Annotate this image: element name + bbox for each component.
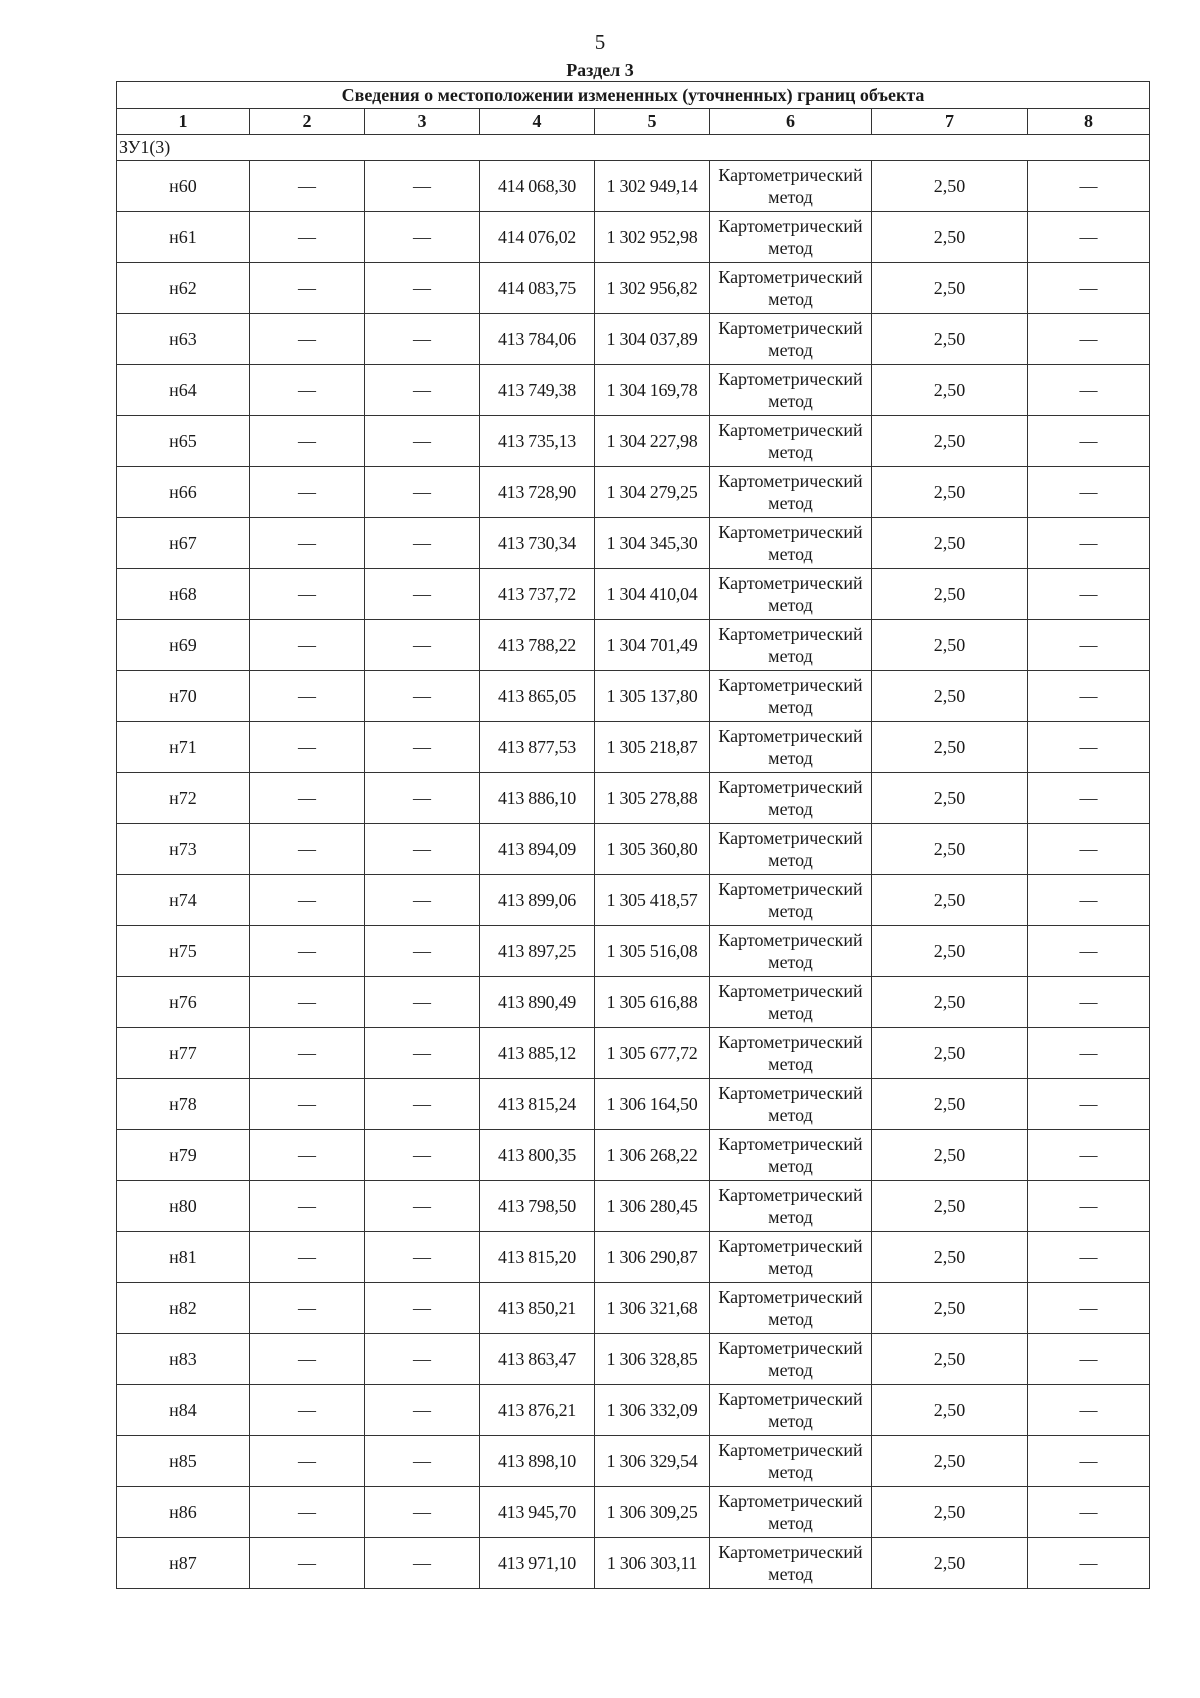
table-row <box>117 824 1150 875</box>
description-cell: — <box>1028 416 1150 467</box>
old-x-cell: — <box>250 1436 365 1487</box>
column-number-row <box>117 109 1150 135</box>
method-cell: Картометрический метод <box>710 467 872 518</box>
method-cell: Картометрический метод <box>710 1130 872 1181</box>
accuracy-cell: 2,50 <box>872 1334 1028 1385</box>
accuracy-cell: 2,50 <box>872 1028 1028 1079</box>
point-number-cell: н66 <box>117 467 250 518</box>
y-coordinate-cell: 1 306 164,50 <box>595 1079 710 1130</box>
table-row <box>117 1232 1150 1283</box>
accuracy-cell: 2,50 <box>872 416 1028 467</box>
point-number-cell: н71 <box>117 722 250 773</box>
method-cell: Картометрический метод <box>710 161 872 212</box>
method-cell: Картометрический метод <box>710 1079 872 1130</box>
old-y-cell: — <box>365 722 480 773</box>
point-number-cell: н81 <box>117 1232 250 1283</box>
method-cell: Картометрический метод <box>710 875 872 926</box>
old-x-cell: — <box>250 1538 365 1589</box>
group-label: ЗУ1(3) <box>117 135 1150 161</box>
accuracy-cell: 2,50 <box>872 926 1028 977</box>
accuracy-cell: 2,50 <box>872 518 1028 569</box>
x-coordinate-cell: 413 898,10 <box>480 1436 595 1487</box>
method-cell: Картометрический метод <box>710 1334 872 1385</box>
y-coordinate-cell: 1 306 328,85 <box>595 1334 710 1385</box>
table-row <box>117 263 1150 314</box>
y-coordinate-cell: 1 306 321,68 <box>595 1283 710 1334</box>
description-cell: — <box>1028 1436 1150 1487</box>
y-coordinate-cell: 1 305 218,87 <box>595 722 710 773</box>
x-coordinate-cell: 413 863,47 <box>480 1334 595 1385</box>
y-coordinate-cell: 1 304 227,98 <box>595 416 710 467</box>
table-row <box>117 1181 1150 1232</box>
x-coordinate-cell: 414 076,02 <box>480 212 595 263</box>
method-cell: Картометрический метод <box>710 1028 872 1079</box>
old-x-cell: — <box>250 1130 365 1181</box>
old-y-cell: — <box>365 212 480 263</box>
y-coordinate-cell: 1 304 169,78 <box>595 365 710 416</box>
point-number-cell: н86 <box>117 1487 250 1538</box>
old-y-cell: — <box>365 977 480 1028</box>
description-cell: — <box>1028 314 1150 365</box>
old-y-cell: — <box>365 1283 480 1334</box>
old-x-cell: — <box>250 365 365 416</box>
x-coordinate-cell: 413 737,72 <box>480 569 595 620</box>
description-cell: — <box>1028 1385 1150 1436</box>
accuracy-cell: 2,50 <box>872 875 1028 926</box>
x-coordinate-cell: 413 886,10 <box>480 773 595 824</box>
point-number-cell: н67 <box>117 518 250 569</box>
old-x-cell: — <box>250 314 365 365</box>
method-cell: Картометрический метод <box>710 1181 872 1232</box>
old-x-cell: — <box>250 569 365 620</box>
accuracy-cell: 2,50 <box>872 977 1028 1028</box>
old-y-cell: — <box>365 620 480 671</box>
method-cell: Картометрический метод <box>710 569 872 620</box>
table-row <box>117 1283 1150 1334</box>
section-title: Раздел 3 <box>566 60 634 80</box>
description-cell: — <box>1028 1283 1150 1334</box>
description-cell: — <box>1028 1130 1150 1181</box>
method-cell: Картометрический метод <box>710 1283 872 1334</box>
old-x-cell: — <box>250 875 365 926</box>
point-number-cell: н63 <box>117 314 250 365</box>
old-y-cell: — <box>365 161 480 212</box>
old-y-cell: — <box>365 773 480 824</box>
point-number-cell: н64 <box>117 365 250 416</box>
y-coordinate-cell: 1 305 360,80 <box>595 824 710 875</box>
old-x-cell: — <box>250 1487 365 1538</box>
column-number: 3 <box>365 109 480 135</box>
method-cell: Картометрический метод <box>710 1436 872 1487</box>
old-x-cell: — <box>250 1334 365 1385</box>
method-cell: Картометрический метод <box>710 212 872 263</box>
description-cell: — <box>1028 926 1150 977</box>
point-number-cell: н65 <box>117 416 250 467</box>
accuracy-cell: 2,50 <box>872 467 1028 518</box>
x-coordinate-cell: 413 897,25 <box>480 926 595 977</box>
description-cell: — <box>1028 1487 1150 1538</box>
table-row <box>117 365 1150 416</box>
point-number-cell: н78 <box>117 1079 250 1130</box>
old-y-cell: — <box>365 1334 480 1385</box>
table-row <box>117 977 1150 1028</box>
column-number: 8 <box>1028 109 1150 135</box>
old-y-cell: — <box>365 1538 480 1589</box>
table-row <box>117 518 1150 569</box>
x-coordinate-cell: 413 728,90 <box>480 467 595 518</box>
y-coordinate-cell: 1 304 410,04 <box>595 569 710 620</box>
old-x-cell: — <box>250 416 365 467</box>
point-number-cell: н80 <box>117 1181 250 1232</box>
point-number-cell: н69 <box>117 620 250 671</box>
y-coordinate-cell: 1 306 280,45 <box>595 1181 710 1232</box>
column-number: 1 <box>117 109 250 135</box>
x-coordinate-cell: 413 800,35 <box>480 1130 595 1181</box>
x-coordinate-cell: 413 749,38 <box>480 365 595 416</box>
old-y-cell: — <box>365 671 480 722</box>
accuracy-cell: 2,50 <box>872 1283 1028 1334</box>
method-cell: Картометрический метод <box>710 314 872 365</box>
old-y-cell: — <box>365 416 480 467</box>
method-cell: Картометрический метод <box>710 773 872 824</box>
column-number: 6 <box>710 109 872 135</box>
table-row <box>117 1130 1150 1181</box>
accuracy-cell: 2,50 <box>872 161 1028 212</box>
old-y-cell: — <box>365 824 480 875</box>
x-coordinate-cell: 413 865,05 <box>480 671 595 722</box>
point-number-cell: н76 <box>117 977 250 1028</box>
method-cell: Картометрический метод <box>710 620 872 671</box>
accuracy-cell: 2,50 <box>872 1436 1028 1487</box>
point-number-cell: н83 <box>117 1334 250 1385</box>
description-cell: — <box>1028 467 1150 518</box>
table-row <box>117 212 1150 263</box>
method-cell: Картометрический метод <box>710 1538 872 1589</box>
old-x-cell: — <box>250 1283 365 1334</box>
table-row <box>117 1334 1150 1385</box>
table-body <box>117 82 1150 1589</box>
point-number-cell: н73 <box>117 824 250 875</box>
y-coordinate-cell: 1 305 677,72 <box>595 1028 710 1079</box>
point-number-cell: н74 <box>117 875 250 926</box>
old-y-cell: — <box>365 263 480 314</box>
old-x-cell: — <box>250 620 365 671</box>
old-y-cell: — <box>365 1436 480 1487</box>
description-cell: — <box>1028 620 1150 671</box>
accuracy-cell: 2,50 <box>872 620 1028 671</box>
description-cell: — <box>1028 161 1150 212</box>
y-coordinate-cell: 1 302 952,98 <box>595 212 710 263</box>
accuracy-cell: 2,50 <box>872 1385 1028 1436</box>
y-coordinate-cell: 1 305 516,08 <box>595 926 710 977</box>
old-x-cell: — <box>250 1079 365 1130</box>
old-y-cell: — <box>365 875 480 926</box>
old-y-cell: — <box>365 1028 480 1079</box>
y-coordinate-cell: 1 304 345,30 <box>595 518 710 569</box>
old-y-cell: — <box>365 314 480 365</box>
table-row <box>117 620 1150 671</box>
accuracy-cell: 2,50 <box>872 365 1028 416</box>
y-coordinate-cell: 1 306 268,22 <box>595 1130 710 1181</box>
accuracy-cell: 2,50 <box>872 314 1028 365</box>
x-coordinate-cell: 413 890,49 <box>480 977 595 1028</box>
old-x-cell: — <box>250 518 365 569</box>
accuracy-cell: 2,50 <box>872 1181 1028 1232</box>
old-x-cell: — <box>250 1181 365 1232</box>
description-cell: — <box>1028 722 1150 773</box>
point-number-cell: н75 <box>117 926 250 977</box>
table-row <box>117 314 1150 365</box>
y-coordinate-cell: 1 304 037,89 <box>595 314 710 365</box>
old-y-cell: — <box>365 1130 480 1181</box>
accuracy-cell: 2,50 <box>872 671 1028 722</box>
description-cell: — <box>1028 263 1150 314</box>
old-y-cell: — <box>365 1385 480 1436</box>
method-cell: Картометрический метод <box>710 926 872 977</box>
table-row <box>117 1028 1150 1079</box>
y-coordinate-cell: 1 305 137,80 <box>595 671 710 722</box>
y-coordinate-cell: 1 305 278,88 <box>595 773 710 824</box>
y-coordinate-cell: 1 305 616,88 <box>595 977 710 1028</box>
y-coordinate-cell: 1 306 303,11 <box>595 1538 710 1589</box>
table-row <box>117 467 1150 518</box>
method-cell: Картометрический метод <box>710 263 872 314</box>
y-coordinate-cell: 1 304 279,25 <box>595 467 710 518</box>
column-number: 5 <box>595 109 710 135</box>
x-coordinate-cell: 413 798,50 <box>480 1181 595 1232</box>
point-number-cell: н70 <box>117 671 250 722</box>
x-coordinate-cell: 413 899,06 <box>480 875 595 926</box>
x-coordinate-cell: 414 083,75 <box>480 263 595 314</box>
description-cell: — <box>1028 773 1150 824</box>
description-cell: — <box>1028 1181 1150 1232</box>
x-coordinate-cell: 413 784,06 <box>480 314 595 365</box>
x-coordinate-cell: 414 068,30 <box>480 161 595 212</box>
accuracy-cell: 2,50 <box>872 1232 1028 1283</box>
table-row <box>117 1538 1150 1589</box>
column-number: 2 <box>250 109 365 135</box>
old-x-cell: — <box>250 1028 365 1079</box>
old-x-cell: — <box>250 212 365 263</box>
x-coordinate-cell: 413 885,12 <box>480 1028 595 1079</box>
old-y-cell: — <box>365 1079 480 1130</box>
x-coordinate-cell: 413 815,20 <box>480 1232 595 1283</box>
table-row <box>117 722 1150 773</box>
old-x-cell: — <box>250 263 365 314</box>
accuracy-cell: 2,50 <box>872 1130 1028 1181</box>
old-x-cell: — <box>250 1232 365 1283</box>
y-coordinate-cell: 1 306 329,54 <box>595 1436 710 1487</box>
table-row <box>117 1079 1150 1130</box>
old-x-cell: — <box>250 926 365 977</box>
point-number-cell: н77 <box>117 1028 250 1079</box>
description-cell: — <box>1028 824 1150 875</box>
old-y-cell: — <box>365 1232 480 1283</box>
point-number-cell: н82 <box>117 1283 250 1334</box>
x-coordinate-cell: 413 735,13 <box>480 416 595 467</box>
old-x-cell: — <box>250 773 365 824</box>
point-number-cell: н68 <box>117 569 250 620</box>
table-row <box>117 569 1150 620</box>
method-cell: Картометрический метод <box>710 824 872 875</box>
x-coordinate-cell: 413 730,34 <box>480 518 595 569</box>
column-number: 7 <box>872 109 1028 135</box>
method-cell: Картометрический метод <box>710 1232 872 1283</box>
table-caption-row <box>117 82 1150 109</box>
table-row <box>117 1385 1150 1436</box>
table-row <box>117 1487 1150 1538</box>
accuracy-cell: 2,50 <box>872 824 1028 875</box>
y-coordinate-cell: 1 302 956,82 <box>595 263 710 314</box>
point-number-cell: н61 <box>117 212 250 263</box>
method-cell: Картометрический метод <box>710 1487 872 1538</box>
old-x-cell: — <box>250 977 365 1028</box>
old-x-cell: — <box>250 671 365 722</box>
description-cell: — <box>1028 1232 1150 1283</box>
point-number-cell: н87 <box>117 1538 250 1589</box>
accuracy-cell: 2,50 <box>872 1538 1028 1589</box>
table-row <box>117 1436 1150 1487</box>
x-coordinate-cell: 413 894,09 <box>480 824 595 875</box>
table-row <box>117 773 1150 824</box>
x-coordinate-cell: 413 815,24 <box>480 1079 595 1130</box>
accuracy-cell: 2,50 <box>872 1487 1028 1538</box>
description-cell: — <box>1028 977 1150 1028</box>
accuracy-cell: 2,50 <box>872 569 1028 620</box>
x-coordinate-cell: 413 850,21 <box>480 1283 595 1334</box>
accuracy-cell: 2,50 <box>872 263 1028 314</box>
table-row <box>117 416 1150 467</box>
old-y-cell: — <box>365 1487 480 1538</box>
table-caption: Сведения о местоположении измененных (уточненных) границ объекта <box>117 82 1150 109</box>
accuracy-cell: 2,50 <box>872 1079 1028 1130</box>
old-x-cell: — <box>250 1385 365 1436</box>
old-y-cell: — <box>365 518 480 569</box>
description-cell: — <box>1028 875 1150 926</box>
description-cell: — <box>1028 365 1150 416</box>
point-number-cell: н62 <box>117 263 250 314</box>
method-cell: Картометрический метод <box>710 722 872 773</box>
table-row <box>117 161 1150 212</box>
point-number-cell: н84 <box>117 1385 250 1436</box>
table-row <box>117 671 1150 722</box>
old-x-cell: — <box>250 722 365 773</box>
description-cell: — <box>1028 1079 1150 1130</box>
x-coordinate-cell: 413 971,10 <box>480 1538 595 1589</box>
accuracy-cell: 2,50 <box>872 773 1028 824</box>
point-number-cell: н85 <box>117 1436 250 1487</box>
point-number-cell: н60 <box>117 161 250 212</box>
y-coordinate-cell: 1 306 332,09 <box>595 1385 710 1436</box>
y-coordinate-cell: 1 305 418,57 <box>595 875 710 926</box>
description-cell: — <box>1028 212 1150 263</box>
old-y-cell: — <box>365 365 480 416</box>
accuracy-cell: 2,50 <box>872 722 1028 773</box>
old-x-cell: — <box>250 467 365 518</box>
method-cell: Картометрический метод <box>710 416 872 467</box>
point-number-cell: н79 <box>117 1130 250 1181</box>
description-cell: — <box>1028 1538 1150 1589</box>
method-cell: Картометрический метод <box>710 977 872 1028</box>
old-y-cell: — <box>365 569 480 620</box>
old-y-cell: — <box>365 1181 480 1232</box>
boundary-coordinates-table <box>116 81 1150 1589</box>
y-coordinate-cell: 1 304 701,49 <box>595 620 710 671</box>
description-cell: — <box>1028 518 1150 569</box>
description-cell: — <box>1028 1334 1150 1385</box>
y-coordinate-cell: 1 302 949,14 <box>595 161 710 212</box>
old-y-cell: — <box>365 926 480 977</box>
description-cell: — <box>1028 569 1150 620</box>
old-x-cell: — <box>250 161 365 212</box>
method-cell: Картометрический метод <box>710 1385 872 1436</box>
x-coordinate-cell: 413 876,21 <box>480 1385 595 1436</box>
x-coordinate-cell: 413 788,22 <box>480 620 595 671</box>
table-row <box>117 875 1150 926</box>
column-number: 4 <box>480 109 595 135</box>
description-cell: — <box>1028 671 1150 722</box>
point-number-cell: н72 <box>117 773 250 824</box>
accuracy-cell: 2,50 <box>872 212 1028 263</box>
old-y-cell: — <box>365 467 480 518</box>
page-number: 5 <box>594 30 606 54</box>
method-cell: Картометрический метод <box>710 671 872 722</box>
y-coordinate-cell: 1 306 290,87 <box>595 1232 710 1283</box>
x-coordinate-cell: 413 945,70 <box>480 1487 595 1538</box>
description-cell: — <box>1028 1028 1150 1079</box>
table-row <box>117 926 1150 977</box>
x-coordinate-cell: 413 877,53 <box>480 722 595 773</box>
y-coordinate-cell: 1 306 309,25 <box>595 1487 710 1538</box>
method-cell: Картометрический метод <box>710 365 872 416</box>
group-label-row <box>117 135 1150 161</box>
old-x-cell: — <box>250 824 365 875</box>
method-cell: Картометрический метод <box>710 518 872 569</box>
